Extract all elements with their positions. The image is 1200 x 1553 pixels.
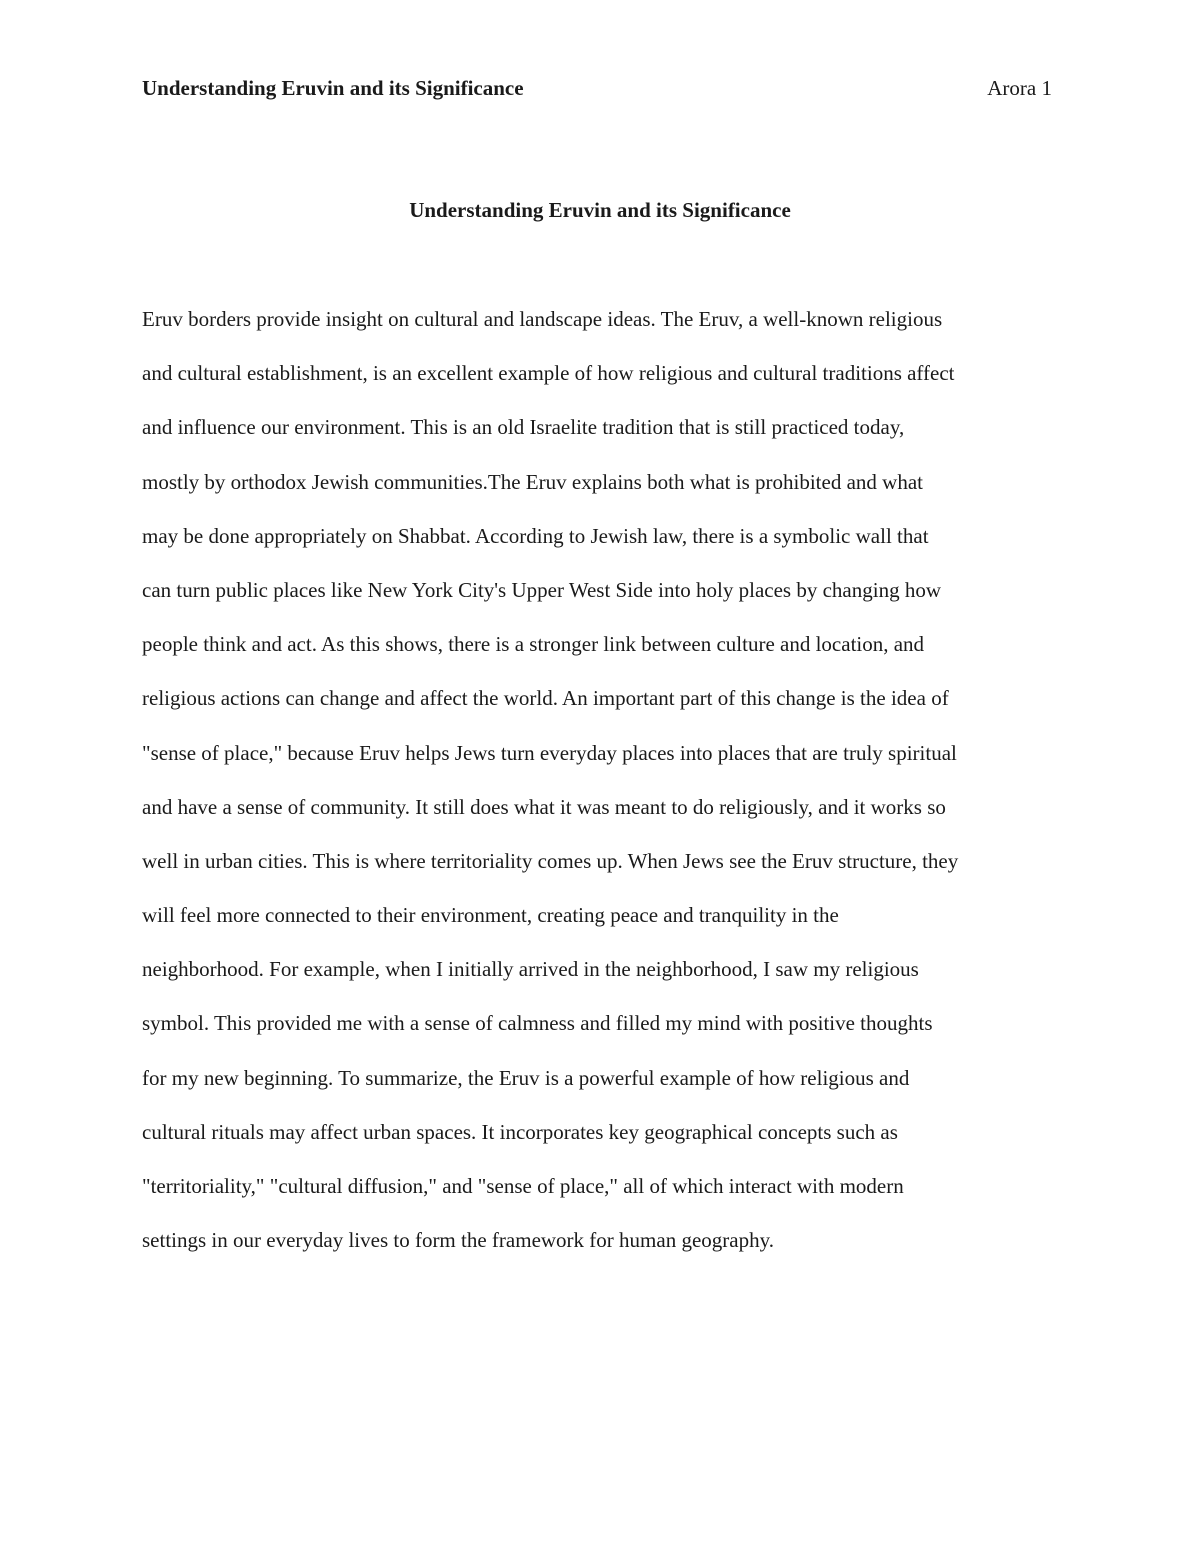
running-header <box>142 72 1052 104</box>
body-line: "sense of place," because Eruv helps Jews turn everyday places into places that are truly spiritual <box>142 740 957 765</box>
body-line: and influence our environment. This is an old Israelite tradition that is still practiced today, <box>142 415 905 440</box>
body-line: cultural rituals may affect urban spaces. It incorporates key geographical concepts such as <box>142 1119 898 1144</box>
body-line: "territoriality," "cultural diffusion," and "sense of place," all of which interact with modern <box>142 1174 904 1198</box>
body-line: neighborhood. For example, when I initially arrived in the neighborhood, I saw my religious <box>142 957 919 982</box>
body-line: religious actions can change and affect the world. An important part of this change is the idea of <box>142 686 949 711</box>
body-line: Eruv borders provide insight on cultural and landscape ideas. The Eruv, a well-known religious <box>142 307 943 331</box>
body-line: settings in our everyday lives to form the framework for human geography. <box>142 1228 774 1253</box>
body-line: can turn public places like New York City's Upper West Side into holy places by changing how <box>142 577 941 602</box>
document-title: Understanding Eruvin and its Significance <box>409 198 791 222</box>
body-line: and have a sense of community. It still does what it was meant to do religiously, and it works so <box>142 794 946 819</box>
body-line: for my new beginning. To summarize, the Eruv is a powerful example of how religious and <box>142 1065 910 1090</box>
body-paragraph <box>142 302 1072 1277</box>
page-number: Arora 1 <box>987 76 1052 100</box>
body-line: well in urban cities. This is where territoriality comes up. When Jews see the Eruv structure, they <box>142 848 959 873</box>
running-title: Understanding Eruvin and its Significance <box>142 76 524 100</box>
body-line: and cultural establishment, is an excellent example of how religious and cultural traditions affect <box>142 361 955 386</box>
body-line: will feel more connected to their environment, creating peace and tranquility in the <box>142 903 839 928</box>
body-line: may be done appropriately on Shabbat. According to Jewish law, there is a symbolic wall that <box>142 523 929 548</box>
body-line: mostly by orthodox Jewish communities.The Eruv explains both what is prohibited and what <box>142 469 923 494</box>
body-line: symbol. This provided me with a sense of calmness and filled my mind with positive thoughts <box>142 1011 933 1036</box>
body-line: people think and act. As this shows, there is a stronger link between culture and location, and <box>142 632 925 657</box>
